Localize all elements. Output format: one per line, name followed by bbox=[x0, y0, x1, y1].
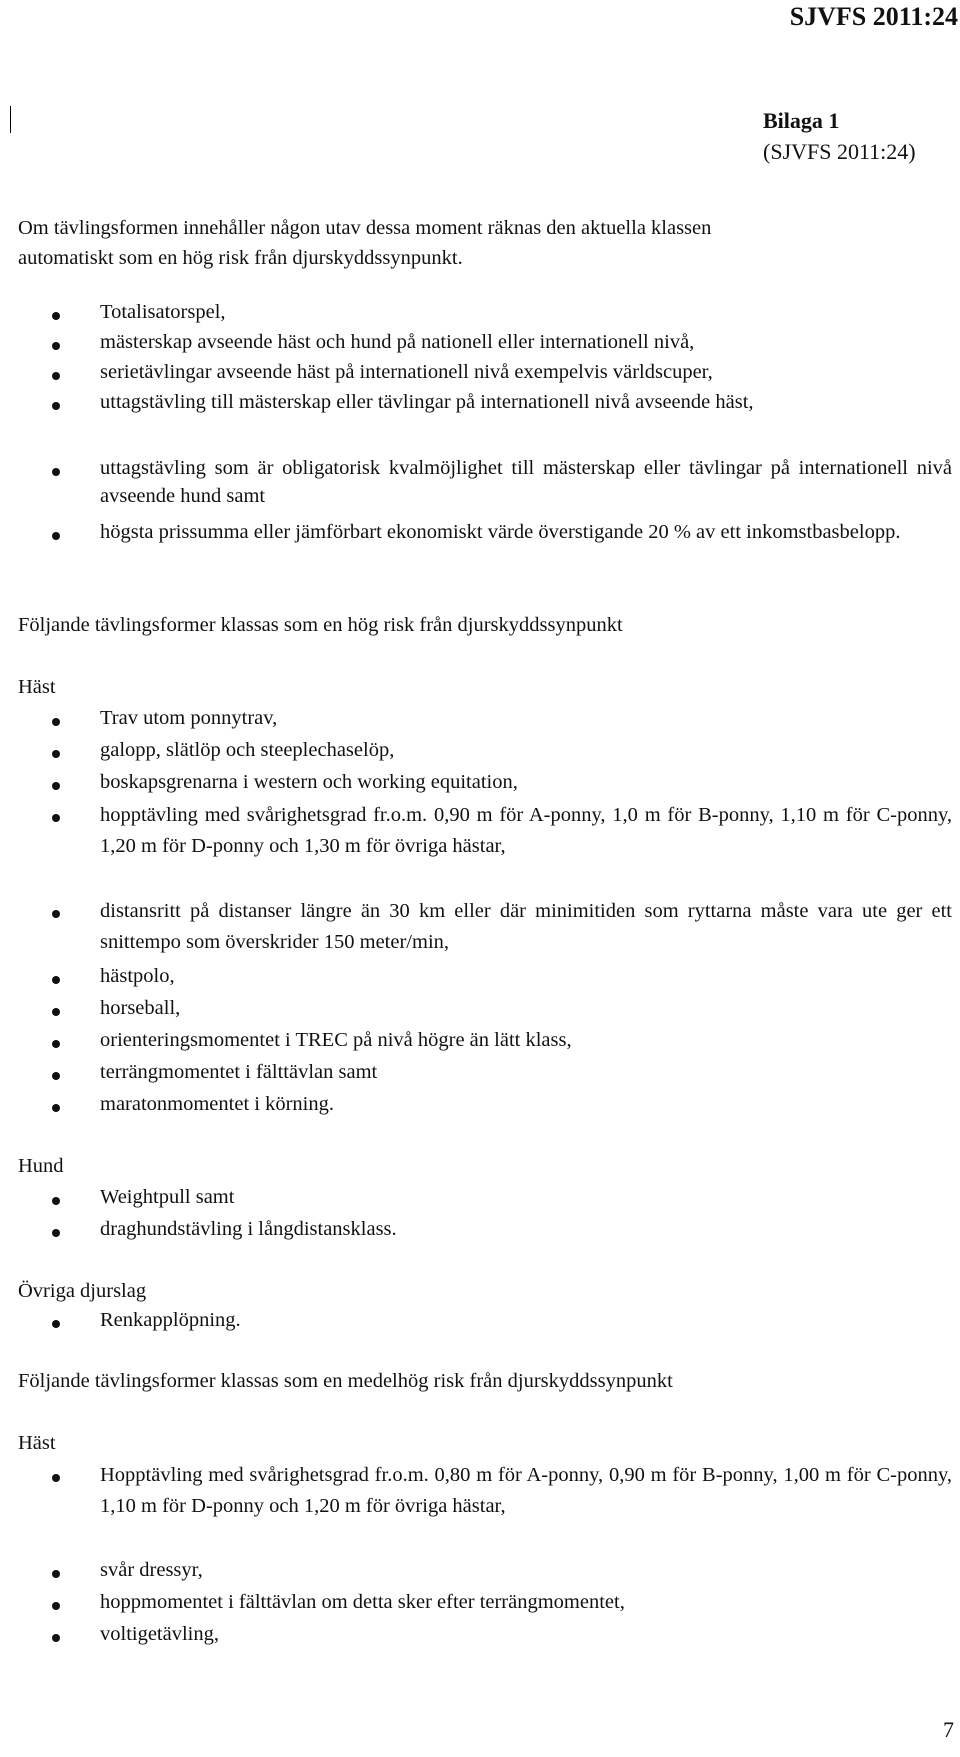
medium-risk-heading: Följande tävlingsformer klassas som en medelhög risk från djurskyddssynpunkt bbox=[18, 1370, 673, 1392]
list-item: serietävlingar avseende häst på internationell nivå exempelvis världscuper, bbox=[100, 361, 713, 383]
bullet-icon bbox=[52, 468, 60, 476]
bullet-icon bbox=[52, 910, 60, 918]
bullet-icon bbox=[52, 1320, 60, 1328]
bullet-icon bbox=[52, 1570, 60, 1578]
bullet-icon bbox=[52, 372, 60, 380]
high-risk-heading: Följande tävlingsformer klassas som en hög risk från djurskyddssynpunkt bbox=[18, 614, 623, 636]
page-number: 7 bbox=[943, 1717, 954, 1742]
list-item: boskapsgrenarna i western och working equitation, bbox=[100, 771, 518, 793]
intro-line-1: Om tävlingsformen innehåller någon utav dessa moment räknas den aktuella klassen bbox=[18, 217, 712, 239]
document-code-header: SJVFS 2011:24 bbox=[789, 2, 958, 31]
bullet-icon bbox=[52, 1602, 60, 1610]
section-label-horse: Häst bbox=[18, 1432, 56, 1454]
bullet-icon bbox=[52, 718, 60, 726]
bullet-icon bbox=[52, 1197, 60, 1205]
list-item: Hopptävling med svårighetsgrad fr.o.m. 0,80 m för A-ponny, 0,90 m för B-ponny, 1,00 m för C-ponny, 1,10 m för D-ponny och 1,20 m för övriga hästar, bbox=[100, 1464, 952, 1517]
list-item: svår dressyr, bbox=[100, 1559, 203, 1581]
text-cursor bbox=[10, 106, 11, 133]
list-item: Renkapplöpning. bbox=[100, 1309, 241, 1331]
list-item: hoppmomentet i fälttävlan om detta sker efter terrängmomentet, bbox=[100, 1591, 625, 1613]
list-item: uttagstävling till mästerskap eller tävlingar på internationell nivå avseende häst, bbox=[100, 391, 754, 413]
bullet-icon bbox=[52, 1104, 60, 1112]
bullet-icon bbox=[52, 342, 60, 350]
list-item: Totalisatorspel, bbox=[100, 301, 226, 323]
bullet-icon bbox=[52, 1040, 60, 1048]
list-item: orienteringsmomentet i TREC på nivå högre än lätt klass, bbox=[100, 1029, 572, 1051]
appendix-title: Bilaga 1 bbox=[763, 108, 840, 133]
list-item: högsta prissumma eller jämförbart ekonomiskt värde överstigande 20 % av ett inkomstbasbelopp. bbox=[100, 521, 901, 543]
bullet-icon bbox=[52, 1229, 60, 1237]
bullet-icon bbox=[52, 976, 60, 984]
list-item: distansritt på distanser längre än 30 km eller där minimitiden som ryttarna måste vara ute ger ett snittempo som överskrider 150 meter/min, bbox=[100, 900, 952, 953]
bullet-icon bbox=[52, 1008, 60, 1016]
list-item: hästpolo, bbox=[100, 965, 175, 987]
bullet-icon bbox=[52, 782, 60, 790]
list-item: Trav utom ponnytrav, bbox=[100, 707, 278, 729]
bullet-icon bbox=[52, 532, 60, 540]
section-label-horse: Häst bbox=[18, 676, 56, 698]
bullet-icon bbox=[52, 1072, 60, 1080]
bullet-icon bbox=[52, 1474, 60, 1482]
list-item: horseball, bbox=[100, 997, 181, 1019]
list-item: draghundstävling i långdistansklass. bbox=[100, 1218, 397, 1240]
bullet-icon bbox=[52, 402, 60, 410]
list-item: maratonmomentet i körning. bbox=[100, 1093, 334, 1115]
section-label-other-species: Övriga djurslag bbox=[18, 1280, 147, 1302]
list-item: hopptävling med svårighetsgrad fr.o.m. 0,90 m för A-ponny, 1,0 m för B-ponny, 1,10 m för C-ponny, 1,20 m för D-ponny och 1,30 m för övriga hästar, bbox=[100, 804, 952, 857]
list-item: uttagstävling som är obligatorisk kvalmöjlighet till mästerskap eller tävlingar på internationell nivå avseende hund samt bbox=[100, 457, 952, 507]
list-item: terrängmomentet i fälttävlan samt bbox=[100, 1061, 378, 1083]
list-item: galopp, slätlöp och steeplechaselöp, bbox=[100, 739, 395, 761]
list-item: voltigetävling, bbox=[100, 1623, 219, 1645]
list-item: Weightpull samt bbox=[100, 1186, 235, 1208]
bullet-icon bbox=[52, 1634, 60, 1642]
appendix-reference: (SJVFS 2011:24) bbox=[763, 139, 916, 164]
intro-line-2: automatiskt som en hög risk från djurskyddssynpunkt. bbox=[18, 247, 463, 269]
bullet-icon bbox=[52, 750, 60, 758]
bullet-icon bbox=[52, 312, 60, 320]
list-item: mästerskap avseende häst och hund på nationell eller internationell nivå, bbox=[100, 331, 695, 353]
bullet-icon bbox=[52, 814, 60, 822]
section-label-dog: Hund bbox=[18, 1155, 64, 1177]
